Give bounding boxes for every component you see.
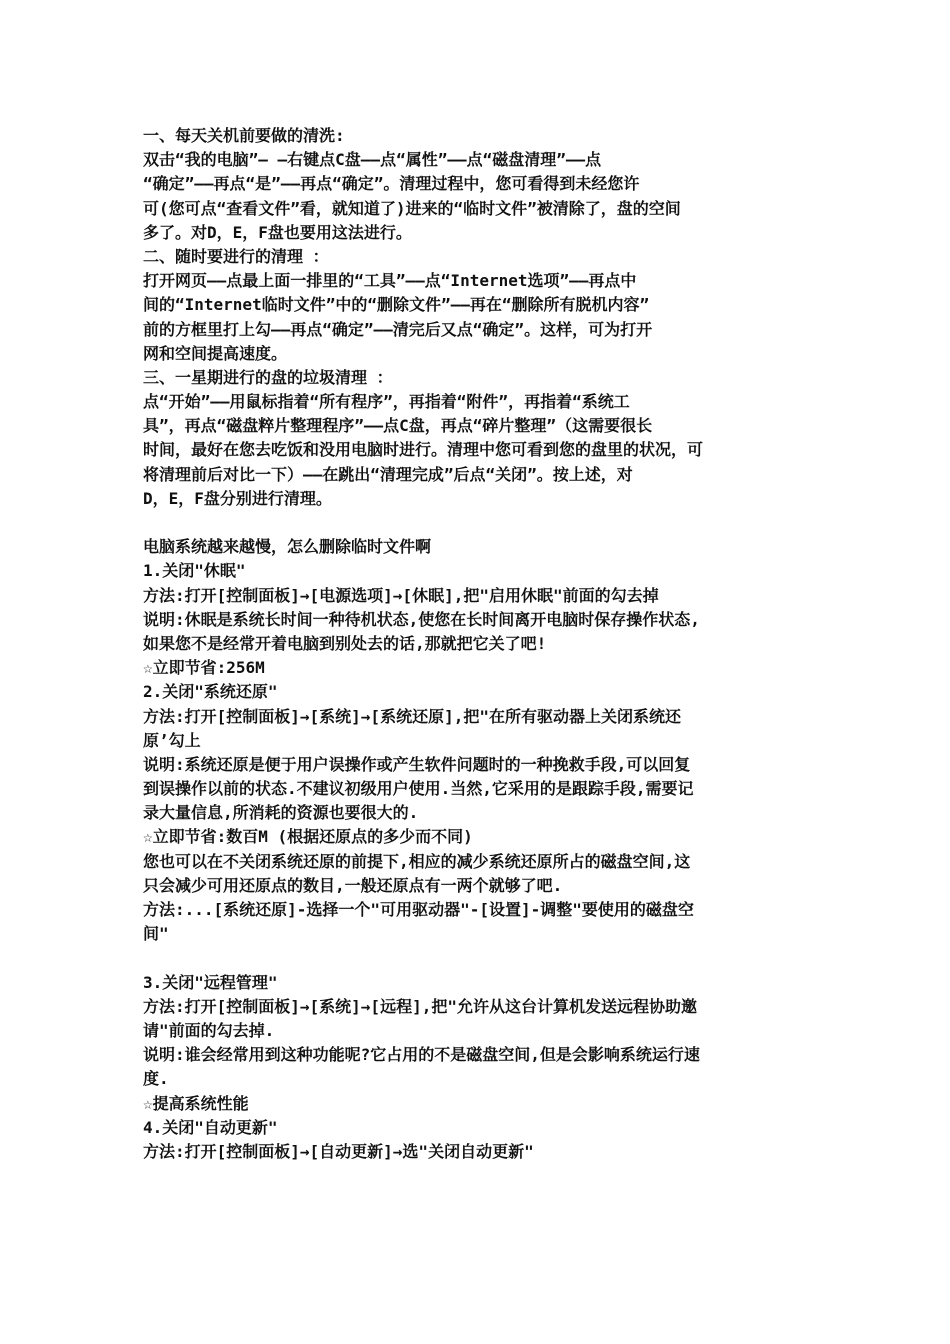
item2-line: 方法:打开[控制面板]→[系统]→[系统还原],把"在所有驱动器上关闭系统还 [143,706,681,726]
article-title: 电脑系统越来越慢，怎么删除临时文件啊 [143,537,432,557]
item1-line: ☆立即节省:256M [143,658,265,678]
document-body [143,124,813,1164]
item2-line: 方法:...[系统还原]-选择一个"可用驱动器"-[设置]-调整"要使用的磁盘空 [143,900,694,919]
item2-line: 您也可以在不关闭系统还原的前提下,相应的减少系统还原所占的磁盘空间,这 [143,851,691,871]
section1-line: 双击“我的电脑”— —右键点C盘——点“属性”——点“磁盘清理”——点 [143,150,602,170]
section3-line: 具”，再点“磁盘粹片整理程序”——点C盘，再点“碎片整理”（这需要很长 [143,416,653,436]
item2-line: ☆立即节省:数百M (根据还原点的多少而不同) [143,827,473,847]
item3-line: ☆提高系统性能 [143,1093,249,1113]
blank-line [143,511,813,535]
item3-line: 方法:打开[控制面板]→[系统]→[远程],把"允许从这台计算机发送远程协助邀 [143,996,697,1016]
item3-heading: 3.关闭"远程管理" [143,972,278,992]
item2-line: 录大量信息,所消耗的资源也要很大的. [143,803,419,823]
section2-line: 打开网页——点最上面一排里的“工具”——点“Internet选项”——再点中 [143,271,637,291]
item3-line: 度. [143,1069,169,1089]
section3-line: 将清理前后对比一下）——在跳出“清理完成”后点“关闭”。按上述，对 [143,464,633,484]
section2-heading: 二、随时要进行的清理 ： [143,246,329,266]
item2-line: 原’勾上 [143,730,201,750]
section3-line: 时间，最好在您去吃饭和没用电脑时进行。清理中您可看到您的盘里的状况，可 [143,440,704,460]
section2-line: 前的方框里打上勾——再点“确定”——清完后又点“确定”。这样，可为打开 [143,319,653,339]
item4-line: 方法:打开[控制面板]→[自动更新]→选"关闭自动更新" [143,1141,534,1161]
item2-line: 说明:系统还原是便于用户误操作或产生软件问题时的一种挽救手段,可以回复 [143,754,691,774]
item1-line: 方法:打开[控制面板]→[电源选项]→[休眠],把"启用休眠"前面的勾去掉 [143,585,659,605]
item2-heading: 2.关闭"系统还原" [143,682,278,702]
section1-line: 可(您可点“查看文件”看，就知道了)进来的“临时文件”被清除了，盘的空间 [143,198,681,218]
section2-line: 网和空间提高速度。 [143,343,288,363]
item2-line: 只会减少可用还原点的数目,一般还原点有一两个就够了吧. [143,875,563,895]
section3-line: 点“开始”——用鼠标指着“所有程序”，再指着“附件”，再指着“系统工 [143,392,630,412]
item1-line: 如果您不是经常开着电脑到别处去的话,那就把它关了吧! [143,633,547,653]
item2-line: 间" [143,924,169,944]
item1-line: 说明:休眠是系统长时间一种待机状态,使您在长时间离开电脑时保存操作状态, [143,609,700,629]
section3-heading: 三、一星期进行的盘的垃圾清理 ： [143,367,393,387]
item3-line: 说明:谁会经常用到这种功能呢?它占用的不是磁盘空间,但是会影响系统运行速 [143,1045,700,1065]
section1-line: 多了。对D，E，F盘也要用这法进行。 [143,222,412,242]
section2-line: 间的“Internet临时文件”中的“删除文件”——再在“删除所有脱机内容” [143,295,650,315]
item1-heading: 1.关闭"休眠" [143,561,246,581]
section3-line: D，E，F盘分别进行清理。 [143,488,332,508]
section1-line: “确定”——再点“是”——再点“确定”。清理过程中，您可看得到未经您许 [143,174,640,194]
item3-line: 请"前面的勾去掉. [143,1020,275,1040]
section1-heading: 一、每天关机前要做的清洗: [143,126,345,145]
blank-line [143,946,813,970]
item4-heading: 4.关闭"自动更新" [143,1117,278,1137]
item2-line: 到误操作以前的状态.不建议初级用户使用.当然,它采用的是跟踪手段,需要记 [143,779,694,799]
